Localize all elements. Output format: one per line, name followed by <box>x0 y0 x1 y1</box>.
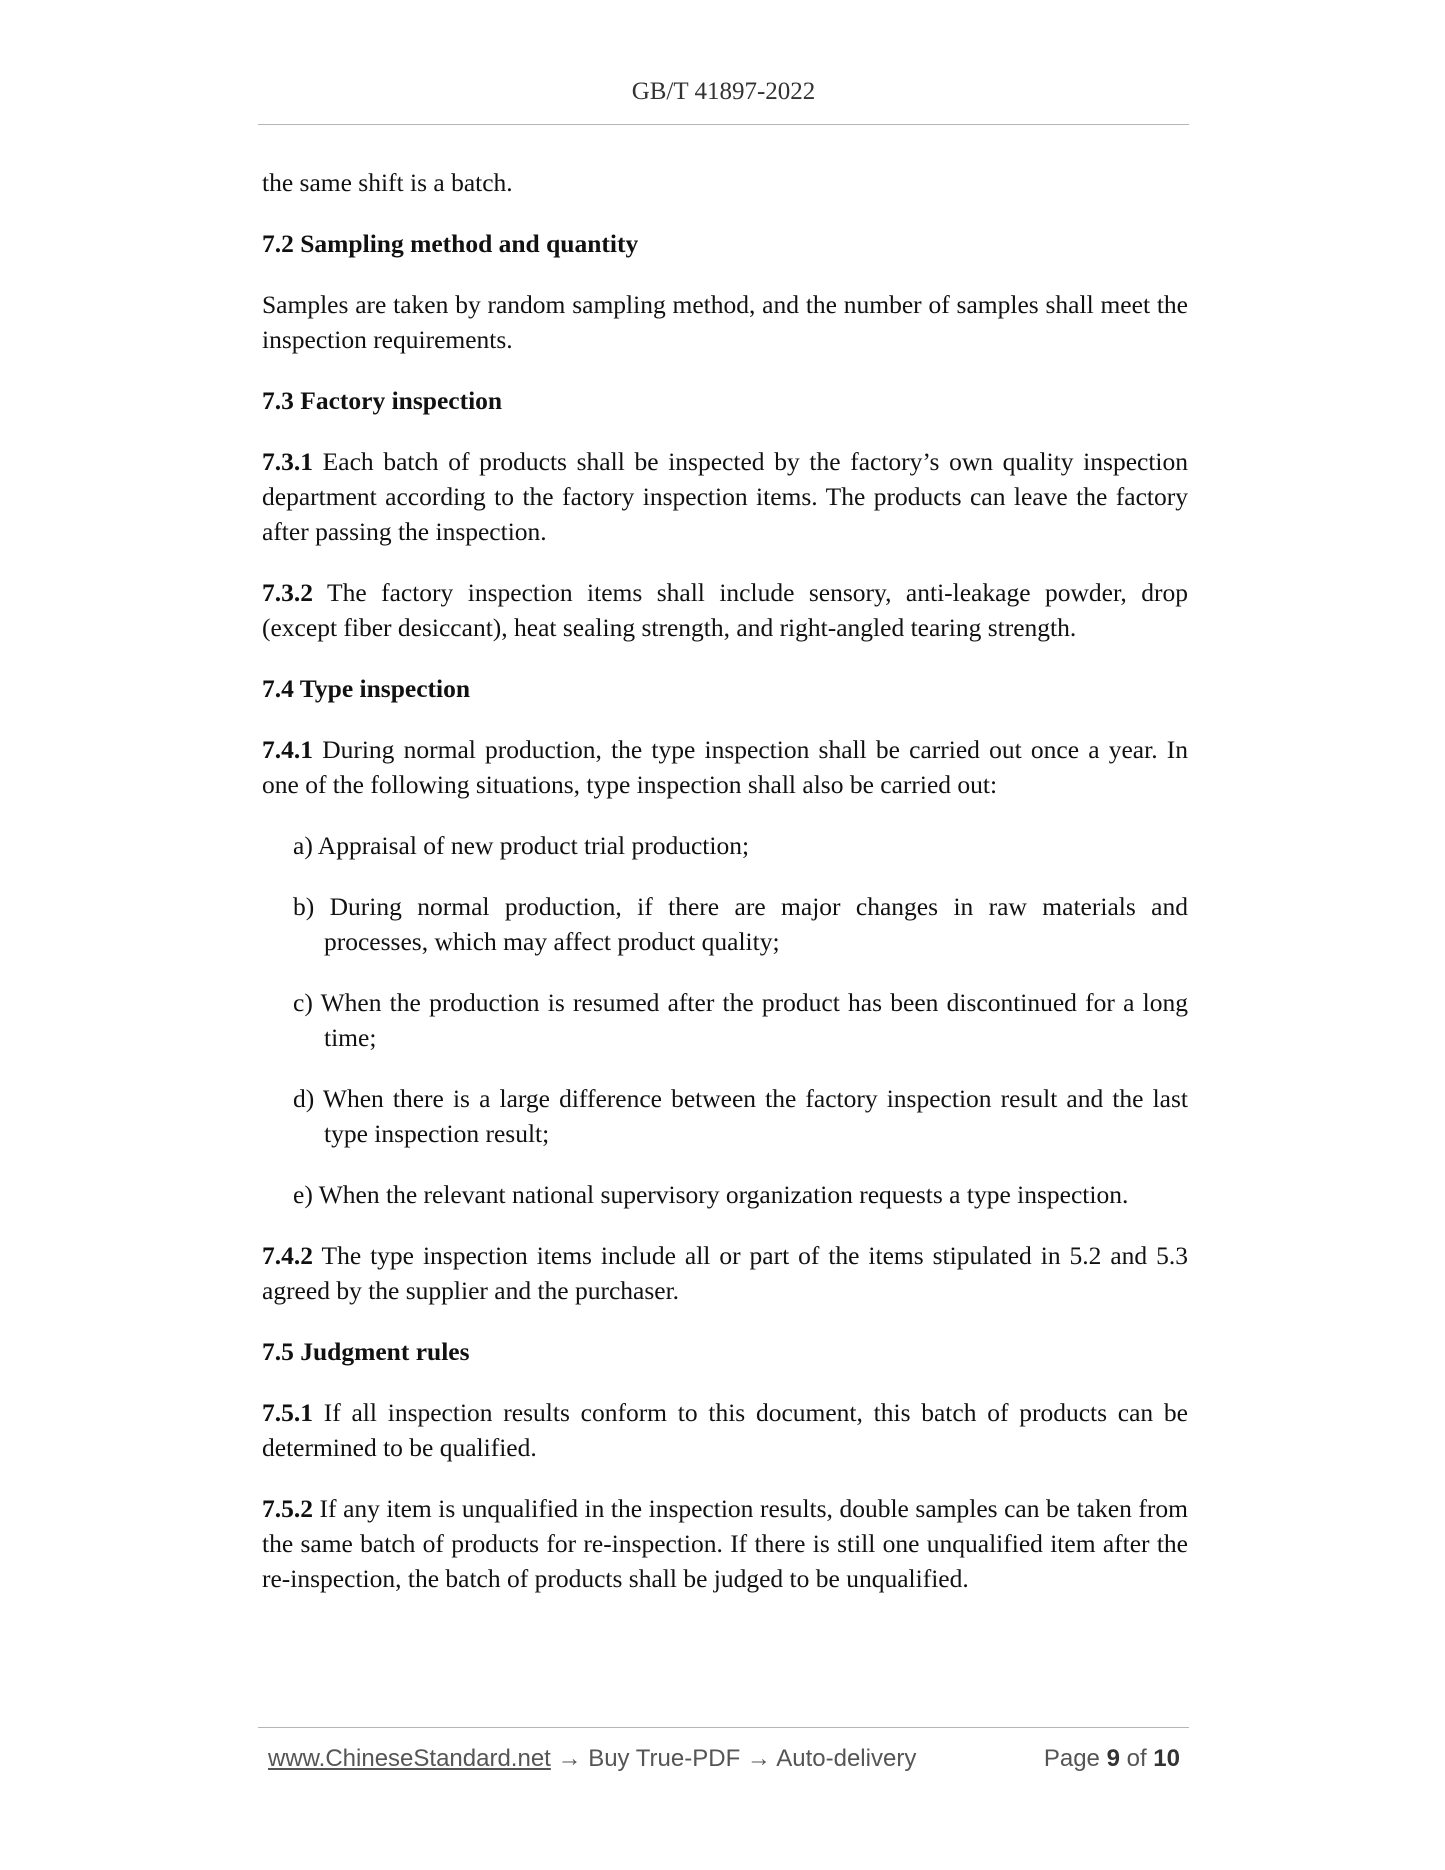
clause-number: 7.3.2 <box>262 578 313 607</box>
clause-number: 7.4.2 <box>262 1241 313 1270</box>
clause-7-3-1 <box>262 444 1188 549</box>
footer-promo <box>268 1745 916 1773</box>
clause-text: Each batch of products shall be inspected by the factory’s own quality inspection department according to the factory inspection items. The products can leave the factory after passing the inspection. <box>262 447 1188 546</box>
buy-text: Buy True-PDF <box>588 1745 741 1772</box>
list-item-b: b) During normal production, if there are major changes in raw materials and processes, which may affect product quality; <box>293 892 1188 956</box>
heading-7-3: 7.3 Factory inspection <box>262 386 503 415</box>
arrow-right-icon: → <box>746 1745 771 1772</box>
clause-number: 7.5.1 <box>262 1398 313 1427</box>
clause-number: 7.5.2 <box>262 1494 313 1523</box>
header-divider <box>258 124 1189 125</box>
paragraph-7-2: Samples are taken by random sampling method, and the number of samples shall meet the inspection requirements. <box>262 290 1188 354</box>
delivery-text: Auto-delivery <box>776 1745 917 1772</box>
list-item-c: c) When the production is resumed after the product has been discontinued for a long time; <box>293 988 1188 1052</box>
list-item-d: d) When there is a large difference between the factory inspection result and the last type inspection result; <box>293 1084 1188 1148</box>
list-item-a: a) Appraisal of new product trial production; <box>293 831 750 860</box>
of-label: of <box>1126 1745 1147 1772</box>
page-indicator <box>1044 1745 1180 1773</box>
arrow-right-icon: → <box>557 1745 582 1772</box>
clause-number: 7.4.1 <box>262 735 313 764</box>
page-footer <box>268 1745 1180 1779</box>
clause-text: If all inspection results conform to this document, this batch of products can be determined to be qualified. <box>262 1398 1188 1462</box>
clause-7-4-2 <box>262 1238 1188 1308</box>
page-total: 10 <box>1153 1745 1180 1772</box>
site-link[interactable]: www.ChineseStandard.net <box>268 1745 551 1772</box>
heading-7-4: 7.4 Type inspection <box>262 674 471 703</box>
document-body <box>262 165 1188 1622</box>
clause-7-4-1 <box>262 732 1188 802</box>
list-item-e: e) When the relevant national supervisory organization requests a type inspection. <box>293 1180 1129 1209</box>
heading-7-2: 7.2 Sampling method and quantity <box>262 229 639 258</box>
document-header-code: GB/T 41897-2022 <box>631 78 816 105</box>
clause-7-5-2 <box>262 1491 1188 1596</box>
clause-7-5-1 <box>262 1395 1188 1465</box>
clause-text: The factory inspection items shall include sensory, anti-leakage powder, drop (except fiber desiccant), heat sealing strength, and right-angled tearing strength. <box>262 578 1188 642</box>
page-number: 9 <box>1106 1745 1120 1772</box>
clause-number: 7.3.1 <box>262 447 313 476</box>
clause-text: If any item is unqualified in the inspection results, double samples can be taken from the same batch of products for re-inspection. If there is still one unqualified item after the re-inspection, the batch of products shall be judged to be unqualified. <box>262 1494 1188 1593</box>
page-label: Page <box>1043 1745 1100 1772</box>
clause-text: The type inspection items include all or part of the items stipulated in 5.2 and 5.3 agreed by the supplier and the purchaser. <box>262 1241 1188 1305</box>
continued-paragraph: the same shift is a batch. <box>262 168 513 197</box>
clause-text: During normal production, the type inspection shall be carried out once a year. In one of the following situations, type inspection shall also be carried out: <box>262 735 1188 799</box>
heading-7-5: 7.5 Judgment rules <box>262 1337 470 1366</box>
footer-divider <box>258 1727 1189 1728</box>
clause-7-3-2 <box>262 575 1188 645</box>
